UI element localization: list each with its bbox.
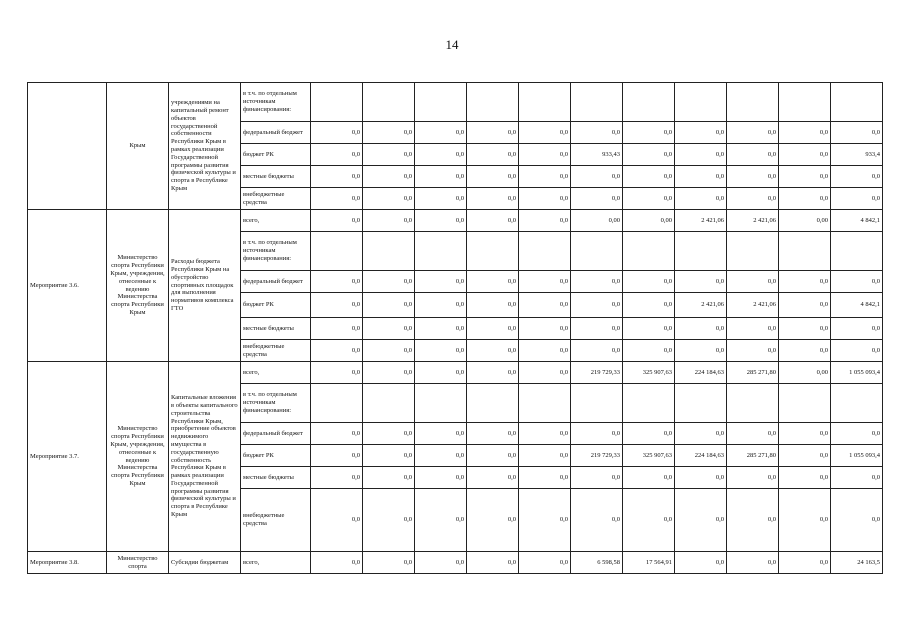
amount-cell: 0,0: [831, 166, 883, 188]
amount-cell: 0,0: [311, 144, 363, 166]
funding-source-cell: всего,: [241, 362, 311, 384]
amount-cell: 0,0: [311, 271, 363, 293]
table-row: [28, 552, 883, 574]
amount-cell: 0,0: [779, 552, 831, 574]
amount-cell: 0,0: [519, 318, 571, 340]
funding-source-cell: местные бюджеты: [241, 166, 311, 188]
amount-cell: 0,0: [727, 552, 779, 574]
amount-cell: 0,0: [363, 445, 415, 467]
amount-cell: 0,0: [571, 293, 623, 318]
amount-cell: 0,0: [571, 271, 623, 293]
amount-cell: 0,0: [831, 188, 883, 210]
amount-cell: 0,0: [311, 188, 363, 210]
amount-cell: [519, 384, 571, 423]
amount-cell: 0,0: [623, 122, 675, 144]
amount-cell: 0,0: [675, 188, 727, 210]
amount-cell: [675, 83, 727, 122]
amount-cell: 0,0: [831, 122, 883, 144]
description-cell: Капитальные вложения в объекты капитального строительства Республики Крым, приобретение объектов недвижимого имущества в государственную собственность Республики Крым в рамках реализации Государственной программы развития физической культуры и спорта в Республике Крым: [169, 362, 241, 552]
table-row: [28, 210, 883, 232]
amount-cell: 325 907,63: [623, 445, 675, 467]
description-cell: учреждениями на капитальный ремонт объектов государственной собственности Республики Крым в рамках реализации Государственной программы развития физической культуры и спорта в Республике Крым: [169, 83, 241, 210]
amount-cell: 224 184,63: [675, 362, 727, 384]
amount-cell: 0,0: [675, 318, 727, 340]
amount-cell: 0,0: [311, 362, 363, 384]
amount-cell: [519, 232, 571, 271]
funding-source-cell: местные бюджеты: [241, 467, 311, 489]
amount-cell: [571, 83, 623, 122]
amount-cell: 0,00: [779, 210, 831, 232]
budget-table: [27, 82, 883, 574]
amount-cell: 219 729,33: [571, 445, 623, 467]
amount-cell: 0,0: [571, 166, 623, 188]
amount-cell: 0,0: [623, 271, 675, 293]
amount-cell: 0,0: [311, 318, 363, 340]
funding-source-cell: бюджет РК: [241, 293, 311, 318]
amount-cell: 0,0: [623, 144, 675, 166]
amount-cell: 0,0: [363, 166, 415, 188]
amount-cell: 0,0: [727, 423, 779, 445]
amount-cell: [363, 384, 415, 423]
amount-cell: 0,0: [363, 188, 415, 210]
amount-cell: 0,0: [675, 166, 727, 188]
amount-cell: 24 163,5: [831, 552, 883, 574]
amount-cell: 0,0: [415, 144, 467, 166]
amount-cell: [363, 83, 415, 122]
amount-cell: 0,0: [831, 271, 883, 293]
amount-cell: 0,0: [779, 122, 831, 144]
amount-cell: 285 271,80: [727, 362, 779, 384]
amount-cell: 0,0: [363, 318, 415, 340]
amount-cell: [675, 232, 727, 271]
amount-cell: 0,0: [779, 188, 831, 210]
amount-cell: 0,0: [675, 122, 727, 144]
amount-cell: 1 055 093,4: [831, 362, 883, 384]
amount-cell: 0,0: [467, 188, 519, 210]
amount-cell: 0,0: [467, 293, 519, 318]
amount-cell: 0,0: [727, 318, 779, 340]
amount-cell: [727, 384, 779, 423]
event-cell: Мероприятие 3.8.: [28, 552, 107, 574]
amount-cell: 0,0: [415, 423, 467, 445]
executor-cell: Крым: [107, 83, 169, 210]
amount-cell: 0,0: [467, 318, 519, 340]
amount-cell: 0,0: [467, 340, 519, 362]
amount-cell: 0,0: [571, 423, 623, 445]
funding-source-cell: бюджет РК: [241, 144, 311, 166]
amount-cell: 325 907,63: [623, 362, 675, 384]
amount-cell: 2 421,06: [675, 293, 727, 318]
amount-cell: 0,0: [623, 318, 675, 340]
amount-cell: 0,0: [467, 489, 519, 552]
amount-cell: 0,0: [519, 423, 571, 445]
amount-cell: 0,0: [727, 467, 779, 489]
amount-cell: 0,0: [727, 340, 779, 362]
amount-cell: 0,0: [467, 552, 519, 574]
amount-cell: 0,0: [727, 271, 779, 293]
table-row: [28, 362, 883, 384]
amount-cell: [675, 384, 727, 423]
amount-cell: 0,00: [571, 210, 623, 232]
amount-cell: 0,0: [519, 144, 571, 166]
amount-cell: 0,0: [623, 166, 675, 188]
funding-source-cell: внебюджетные средства: [241, 489, 311, 552]
executor-cell: Министерство спорта Республики Крым, учреждения, отнесенные к ведению Министерства спорта Республики Крым: [107, 362, 169, 552]
amount-cell: 0,0: [519, 445, 571, 467]
amount-cell: [467, 83, 519, 122]
amount-cell: 0,0: [519, 467, 571, 489]
amount-cell: 0,0: [311, 467, 363, 489]
amount-cell: [311, 384, 363, 423]
amount-cell: 0,0: [623, 423, 675, 445]
amount-cell: 0,0: [311, 122, 363, 144]
amount-cell: 0,0: [571, 340, 623, 362]
amount-cell: 0,0: [467, 122, 519, 144]
amount-cell: 0,0: [363, 210, 415, 232]
funding-source-cell: в т.ч. по отдельным источникам финансирования:: [241, 83, 311, 122]
amount-cell: [415, 232, 467, 271]
amount-cell: [415, 384, 467, 423]
amount-cell: 0,0: [779, 318, 831, 340]
amount-cell: 0,0: [415, 271, 467, 293]
amount-cell: 0,0: [363, 362, 415, 384]
amount-cell: 0,0: [519, 293, 571, 318]
amount-cell: 0,0: [363, 144, 415, 166]
amount-cell: 0,0: [415, 293, 467, 318]
amount-cell: [779, 83, 831, 122]
amount-cell: 0,0: [311, 445, 363, 467]
amount-cell: 0,0: [415, 210, 467, 232]
amount-cell: 0,0: [415, 489, 467, 552]
funding-source-cell: в т.ч. по отдельным источникам финансирования:: [241, 232, 311, 271]
event-cell: Мероприятие 3.7.: [28, 362, 107, 552]
amount-cell: [519, 83, 571, 122]
amount-cell: 224 184,63: [675, 445, 727, 467]
amount-cell: 0,0: [363, 122, 415, 144]
amount-cell: 4 842,1: [831, 210, 883, 232]
amount-cell: 0,0: [467, 467, 519, 489]
amount-cell: 0,0: [675, 271, 727, 293]
amount-cell: 0,0: [571, 318, 623, 340]
amount-cell: 0,0: [519, 166, 571, 188]
amount-cell: 0,0: [415, 445, 467, 467]
amount-cell: 0,0: [311, 489, 363, 552]
amount-cell: 0,0: [415, 188, 467, 210]
funding-source-cell: всего,: [241, 552, 311, 574]
amount-cell: 0,0: [831, 489, 883, 552]
amount-cell: 0,0: [779, 467, 831, 489]
amount-cell: 933,4: [831, 144, 883, 166]
amount-cell: 0,0: [623, 467, 675, 489]
amount-cell: [727, 83, 779, 122]
funding-source-cell: всего,: [241, 210, 311, 232]
amount-cell: 2 421,06: [727, 210, 779, 232]
amount-cell: 17 564,91: [623, 552, 675, 574]
amount-cell: 0,0: [467, 144, 519, 166]
amount-cell: 0,0: [467, 166, 519, 188]
amount-cell: 0,0: [831, 340, 883, 362]
amount-cell: 0,0: [415, 552, 467, 574]
amount-cell: 0,0: [415, 318, 467, 340]
amount-cell: [623, 83, 675, 122]
amount-cell: 0,0: [727, 144, 779, 166]
funding-source-cell: федеральный бюджет: [241, 122, 311, 144]
funding-source-cell: внебюджетные средства: [241, 340, 311, 362]
amount-cell: [363, 232, 415, 271]
amount-cell: 0,0: [675, 340, 727, 362]
amount-cell: 0,0: [623, 340, 675, 362]
amount-cell: 0,0: [779, 144, 831, 166]
amount-cell: 0,0: [675, 423, 727, 445]
amount-cell: 0,0: [311, 423, 363, 445]
amount-cell: 0,0: [519, 210, 571, 232]
amount-cell: 0,00: [779, 362, 831, 384]
amount-cell: 0,0: [519, 122, 571, 144]
amount-cell: 0,0: [623, 489, 675, 552]
amount-cell: 0,0: [779, 271, 831, 293]
amount-cell: 0,0: [363, 271, 415, 293]
amount-cell: [779, 232, 831, 271]
amount-cell: [415, 83, 467, 122]
amount-cell: 0,0: [675, 552, 727, 574]
amount-cell: 2 421,06: [727, 293, 779, 318]
amount-cell: [467, 384, 519, 423]
amount-cell: 0,0: [311, 340, 363, 362]
amount-cell: 0,0: [363, 467, 415, 489]
amount-cell: 0,0: [779, 423, 831, 445]
amount-cell: 0,0: [519, 188, 571, 210]
amount-cell: [779, 384, 831, 423]
amount-cell: 0,0: [519, 271, 571, 293]
amount-cell: 0,0: [675, 144, 727, 166]
amount-cell: 0,0: [779, 293, 831, 318]
amount-cell: 0,0: [727, 122, 779, 144]
amount-cell: 0,0: [519, 340, 571, 362]
amount-cell: 0,0: [779, 445, 831, 467]
amount-cell: 0,0: [467, 423, 519, 445]
funding-source-cell: федеральный бюджет: [241, 423, 311, 445]
amount-cell: 0,0: [519, 362, 571, 384]
amount-cell: 0,0: [519, 489, 571, 552]
amount-cell: [623, 232, 675, 271]
amount-cell: 0,0: [571, 188, 623, 210]
amount-cell: 0,0: [311, 210, 363, 232]
amount-cell: 0,0: [675, 489, 727, 552]
funding-source-cell: бюджет РК: [241, 445, 311, 467]
amount-cell: 0,0: [779, 340, 831, 362]
amount-cell: 0,0: [311, 166, 363, 188]
amount-cell: 0,0: [363, 489, 415, 552]
amount-cell: 0,00: [623, 210, 675, 232]
amount-cell: 0,0: [467, 362, 519, 384]
event-cell: Мероприятие 3.6.: [28, 210, 107, 362]
amount-cell: 1 055 093,4: [831, 445, 883, 467]
amount-cell: [831, 384, 883, 423]
amount-cell: 0,0: [415, 122, 467, 144]
amount-cell: 0,0: [571, 122, 623, 144]
description-cell: Субсидии бюджетам: [169, 552, 241, 574]
amount-cell: 0,0: [831, 467, 883, 489]
event-cell: [28, 83, 107, 210]
amount-cell: [831, 232, 883, 271]
amount-cell: [571, 384, 623, 423]
amount-cell: 0,0: [571, 489, 623, 552]
amount-cell: 0,0: [363, 293, 415, 318]
amount-cell: 0,0: [467, 271, 519, 293]
description-cell: Расходы бюджета Республики Крым на обустройство спортивных площадок для выполнения нормативов комплекса ГТО: [169, 210, 241, 362]
funding-source-cell: местные бюджеты: [241, 318, 311, 340]
amount-cell: 4 842,1: [831, 293, 883, 318]
amount-cell: 0,0: [675, 467, 727, 489]
amount-cell: [311, 83, 363, 122]
amount-cell: 0,0: [831, 423, 883, 445]
amount-cell: 0,0: [467, 210, 519, 232]
amount-cell: [311, 232, 363, 271]
page-number: 14: [445, 37, 459, 52]
amount-cell: 0,0: [831, 318, 883, 340]
amount-cell: 0,0: [727, 489, 779, 552]
executor-cell: Министерство спорта: [107, 552, 169, 574]
amount-cell: 0,0: [727, 188, 779, 210]
amount-cell: 0,0: [623, 188, 675, 210]
amount-cell: 0,0: [727, 166, 779, 188]
amount-cell: 0,0: [311, 293, 363, 318]
funding-source-cell: внебюджетные средства: [241, 188, 311, 210]
executor-cell: Министерство спорта Республики Крым, учреждения, отнесенные к ведению Министерства спорта Республики Крым: [107, 210, 169, 362]
amount-cell: 0,0: [363, 423, 415, 445]
amount-cell: 0,0: [415, 362, 467, 384]
table-row: [28, 83, 883, 122]
amount-cell: 0,0: [415, 340, 467, 362]
amount-cell: [727, 232, 779, 271]
amount-cell: 0,0: [415, 467, 467, 489]
amount-cell: 0,0: [363, 340, 415, 362]
amount-cell: 0,0: [779, 166, 831, 188]
amount-cell: 0,0: [623, 293, 675, 318]
amount-cell: 285 271,80: [727, 445, 779, 467]
amount-cell: [623, 384, 675, 423]
amount-cell: [467, 232, 519, 271]
amount-cell: 0,0: [467, 445, 519, 467]
amount-cell: 0,0: [571, 467, 623, 489]
amount-cell: 933,43: [571, 144, 623, 166]
amount-cell: 219 729,33: [571, 362, 623, 384]
amount-cell: [831, 83, 883, 122]
funding-source-cell: федеральный бюджет: [241, 271, 311, 293]
amount-cell: 6 598,58: [571, 552, 623, 574]
amount-cell: 0,0: [363, 552, 415, 574]
amount-cell: 0,0: [779, 489, 831, 552]
amount-cell: 2 421,06: [675, 210, 727, 232]
amount-cell: 0,0: [415, 166, 467, 188]
amount-cell: 0,0: [519, 552, 571, 574]
amount-cell: 0,0: [311, 552, 363, 574]
amount-cell: [571, 232, 623, 271]
funding-source-cell: в т.ч. по отдельным источникам финансирования:: [241, 384, 311, 423]
